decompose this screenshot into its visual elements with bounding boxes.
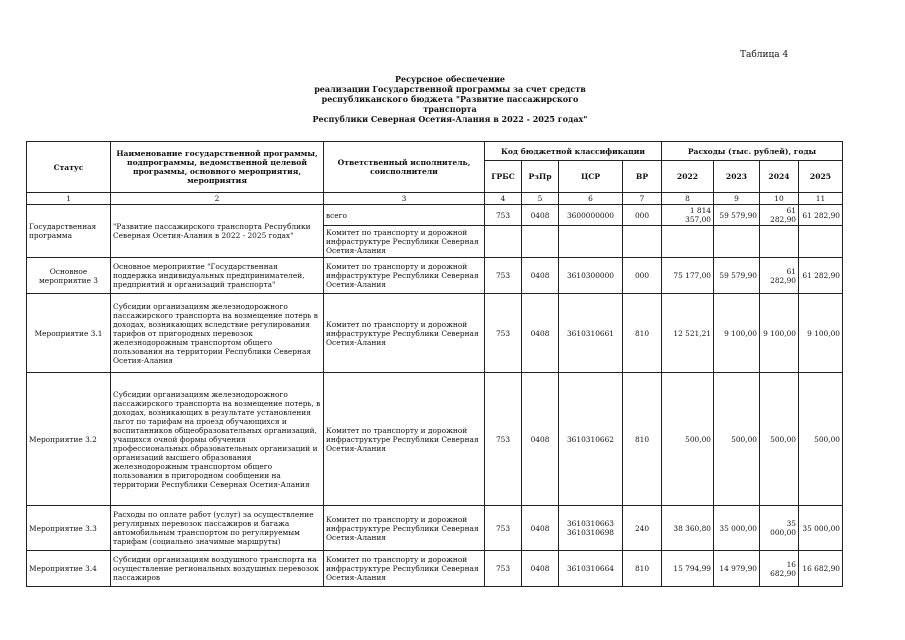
amount-2025-cell: 500,00 (799, 373, 843, 506)
csr-cell: 3610300000 (559, 258, 623, 294)
amount-2023-cell: 59 579,90 (714, 258, 760, 294)
empty-cell (559, 226, 623, 258)
empty-cell (623, 226, 662, 258)
amount-2024-cell: 35 000,00 (760, 506, 799, 551)
index-cell: 5 (522, 193, 559, 205)
grbs-cell: 753 (485, 205, 522, 226)
header-csr: ЦСР (559, 161, 623, 193)
header-expenses: Расходы (тыс. рублей), годы (662, 142, 843, 161)
amount-2025-cell: 61 282,90 (799, 258, 843, 294)
table-row (27, 205, 843, 226)
amount-2023-cell: 500,00 (714, 373, 760, 506)
document-title (300, 74, 600, 124)
rzpr-cell: 0408 (522, 551, 559, 587)
status-cell: Мероприятие 3.2 (27, 373, 111, 506)
header-kbk: Код бюджетной классификации (485, 142, 662, 161)
table-row (27, 258, 843, 294)
csr-cell: 3610310664 (559, 551, 623, 587)
csr-cell: 3610310662 (559, 373, 623, 506)
header-status: Статус (27, 142, 111, 193)
csr-cell: 3610310663 3610310698 (559, 506, 623, 551)
csr-cell: 3600000000 (559, 205, 623, 226)
name-cell: "Развитие пассажирского транспорта Республики Северная Осетия-Алания в 2022 - 2025 годах" (111, 205, 324, 258)
grbs-cell: 753 (485, 506, 522, 551)
index-cell: 7 (623, 193, 662, 205)
amount-2024-cell: 16 682,90 (760, 551, 799, 587)
empty-cell (662, 226, 714, 258)
executor-cell: Комитет по транспорту и дорожной инфраструктуре Республики Северная Осетия-Алания (324, 294, 485, 373)
index-cell: 1 (27, 193, 111, 205)
amount-2025-cell: 61 282,90 (799, 205, 843, 226)
vr-cell: 810 (623, 294, 662, 373)
amount-2023-cell: 59 579,90 (714, 205, 760, 226)
table-row (27, 373, 843, 506)
header-2022: 2022 (662, 161, 714, 193)
vr-cell: 000 (623, 205, 662, 226)
empty-cell (714, 226, 760, 258)
amount-2022-cell: 500,00 (662, 373, 714, 506)
index-cell: 3 (324, 193, 485, 205)
vr-cell: 810 (623, 551, 662, 587)
csr-cell: 3610310661 (559, 294, 623, 373)
amount-2023-cell: 35 000,00 (714, 506, 760, 551)
index-row (27, 193, 843, 205)
amount-2024-cell: 61 282,90 (760, 205, 799, 226)
executor-cell: Комитет по транспорту и дорожной инфраструктуре Республики Северная Осетия-Алания (324, 226, 485, 258)
empty-cell (799, 226, 843, 258)
table-number-label: Таблица 4 (740, 50, 789, 60)
amount-2025-cell: 16 682,90 (799, 551, 843, 587)
title-line: реализации Государственной программы за счет средств (314, 84, 586, 94)
grbs-cell: 753 (485, 294, 522, 373)
status-cell: Государственная программа (27, 205, 111, 258)
index-cell: 9 (714, 193, 760, 205)
title-line: республиканского бюджета "Развитие пассажирского транспорта (321, 94, 579, 114)
empty-cell (485, 226, 522, 258)
grbs-cell: 753 (485, 551, 522, 587)
status-cell: Мероприятие 3.1 (27, 294, 111, 373)
executor-cell: Комитет по транспорту и дорожной инфраструктуре Республики Северная Осетия-Алания (324, 373, 485, 506)
title-line: Республики Северная Осетия-Алания в 2022 - 2025 годах" (312, 114, 588, 124)
header-grbs: ГРБС (485, 161, 522, 193)
executor-cell: Комитет по транспорту и дорожной инфраструктуре Республики Северная Осетия-Алания (324, 258, 485, 294)
name-cell: Субсидии организациям железнодорожного пассажирского транспорта на возмещение потерь в доходах, возникающих вследствие регулирования тарифов от пригородных перевозок железнодорожным транспортом общего пользования на территории Республики Северная Осетия-Алания (111, 294, 324, 373)
amount-2024-cell: 9 100,00 (760, 294, 799, 373)
amount-2022-cell: 12 521,21 (662, 294, 714, 373)
amount-2024-cell: 61 282,90 (760, 258, 799, 294)
index-cell: 6 (559, 193, 623, 205)
header-name: Наименование государственной программы, подпрограммы, ведомственной целевой программы, основного мероприятия, мероприятия (111, 142, 324, 193)
rzpr-cell: 0408 (522, 506, 559, 551)
name-cell: Расходы по оплате работ (услуг) за осуществление регулярных перевозок пассажиров и багажа автомобильным транспортом по регулируемым тарифам (социально значимые маршруты) (111, 506, 324, 551)
empty-cell (760, 226, 799, 258)
index-cell: 2 (111, 193, 324, 205)
executor-cell: Комитет по транспорту и дорожной инфраструктуре Республики Северная Осетия-Алания (324, 551, 485, 587)
index-cell: 10 (760, 193, 799, 205)
grbs-cell: 753 (485, 258, 522, 294)
header-executor: Ответственный исполнитель, соисполнители (324, 142, 485, 193)
vr-cell: 240 (623, 506, 662, 551)
status-cell: Мероприятие 3.3 (27, 506, 111, 551)
amount-2025-cell: 35 000,00 (799, 506, 843, 551)
table-row (27, 294, 843, 373)
amount-2022-cell: 38 360,80 (662, 506, 714, 551)
header-vr: ВР (623, 161, 662, 193)
amount-2022-cell: 75 177,00 (662, 258, 714, 294)
header-2023: 2023 (714, 161, 760, 193)
amount-2022-cell: 15 794,99 (662, 551, 714, 587)
executor-cell: всего (324, 205, 485, 226)
name-cell: Субсидии организациям железнодорожного пассажирского транспорта на возмещение потерь, в доходах, возникающих в результате установления льгот по тарифам на проезд обучающихся и воспитанников общеобразовательных организаций, учащихся очной формы обучения профессиональных образовательных организаций и организаций высшего образования железнодорожным транспортом общего пользования в пригородном сообщении на территории Республики Северная Осетия-Алания (111, 373, 324, 506)
name-cell: Основное мероприятие "Государственная поддержка индивидуальных предпринимателей, предприятий и организаций транспорта" (111, 258, 324, 294)
amount-2024-cell: 500,00 (760, 373, 799, 506)
empty-cell (522, 226, 559, 258)
rzpr-cell: 0408 (522, 294, 559, 373)
index-cell: 4 (485, 193, 522, 205)
table-row (27, 506, 843, 551)
grbs-cell: 753 (485, 373, 522, 506)
name-cell: Субсидии организациям воздушного транспорта на осуществление региональных воздушных перевозок пассажиров (111, 551, 324, 587)
amount-2025-cell: 9 100,00 (799, 294, 843, 373)
status-cell: Основное мероприятие 3 (27, 258, 111, 294)
title-line: Ресурсное обеспечение (394, 74, 506, 84)
rzpr-cell: 0408 (522, 205, 559, 226)
amount-2022-cell: 1 814 357,00 (662, 205, 714, 226)
index-cell: 8 (662, 193, 714, 205)
table-row (27, 551, 843, 587)
vr-cell: 810 (623, 373, 662, 506)
header-2025: 2025 (799, 161, 843, 193)
header-rzpr: РзПр (522, 161, 559, 193)
vr-cell: 000 (623, 258, 662, 294)
amount-2023-cell: 9 100,00 (714, 294, 760, 373)
resource-table (26, 141, 843, 587)
amount-2023-cell: 14 979,90 (714, 551, 760, 587)
status-cell: Мероприятие 3.4 (27, 551, 111, 587)
rzpr-cell: 0408 (522, 373, 559, 506)
header-2024: 2024 (760, 161, 799, 193)
header-row (27, 142, 843, 161)
executor-cell: Комитет по транспорту и дорожной инфраструктуре Республики Северная Осетия-Алания (324, 506, 485, 551)
index-cell: 11 (799, 193, 843, 205)
rzpr-cell: 0408 (522, 258, 559, 294)
